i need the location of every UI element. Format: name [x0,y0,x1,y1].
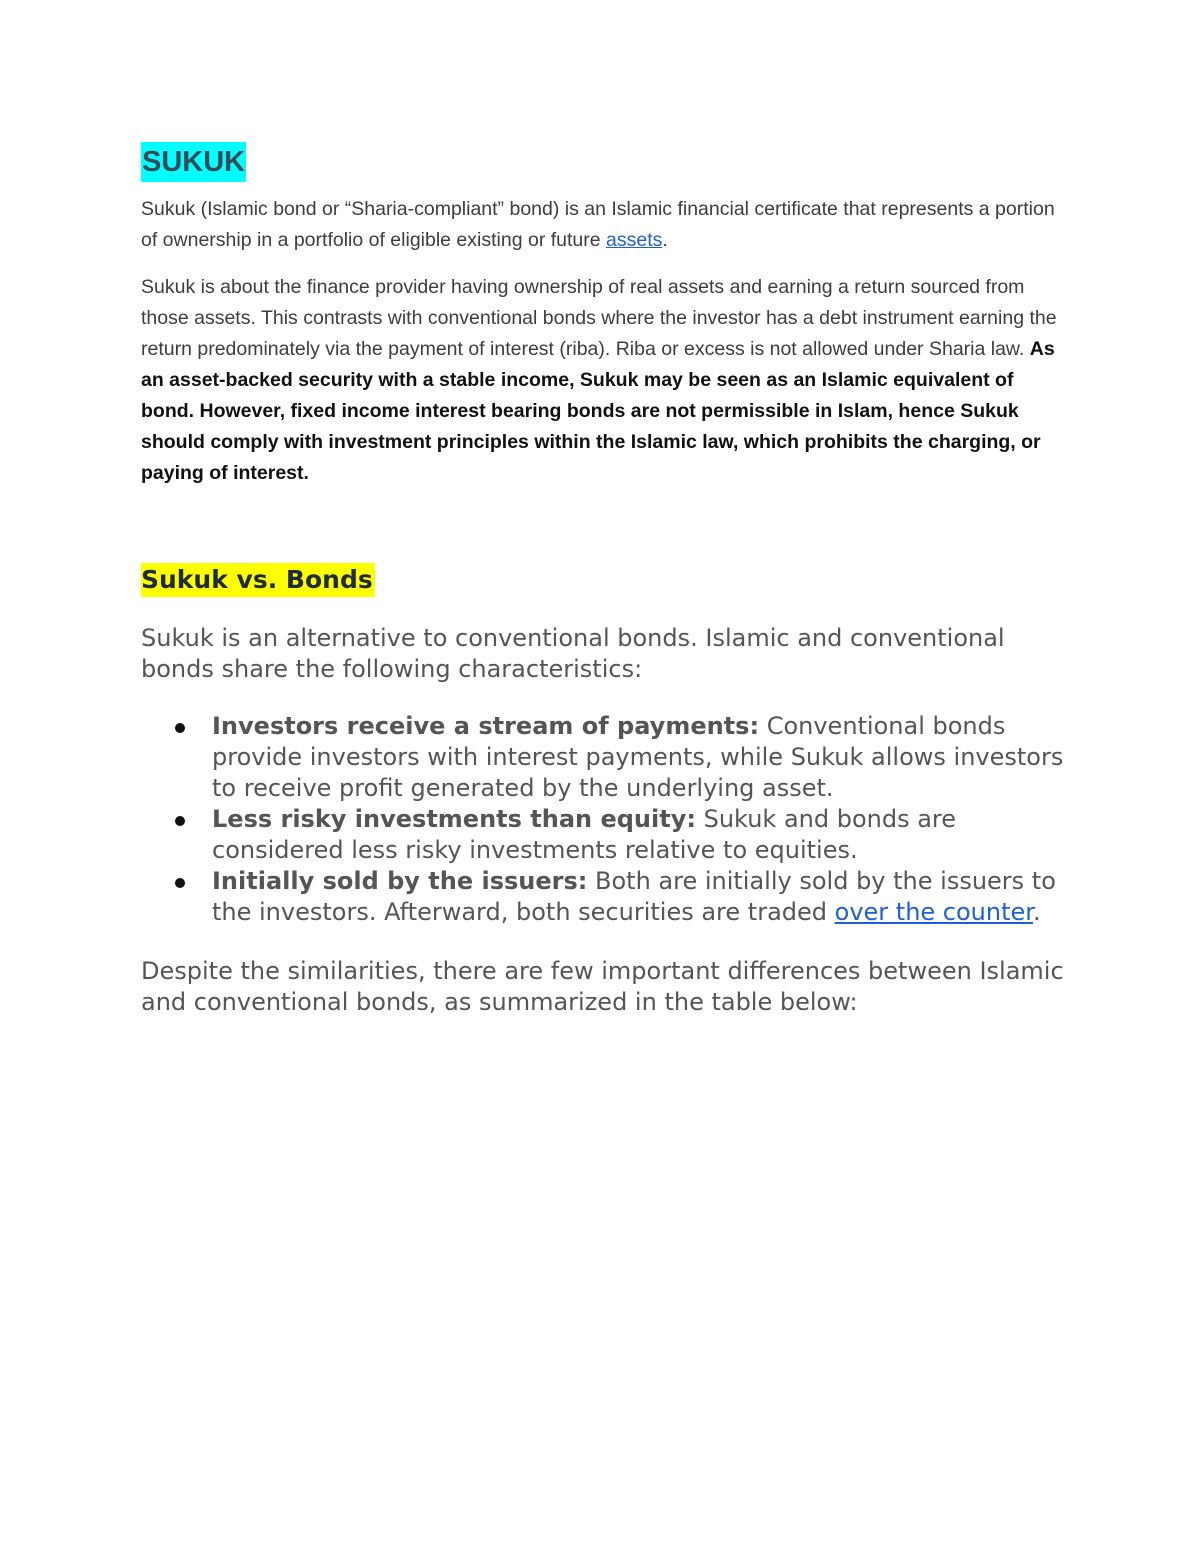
document-content [141,142,1071,1018]
closing-paragraph: Despite the similarities, there are few important differences between Islamic and conventional bonds, as summarized in the table below: [141,957,1064,1016]
ownership-text: Sukuk is about the finance provider having ownership of real assets and earning a return sourced from those assets. This contrasts with conventional bonds where the investor has a debt instrument earning the return predominately via the payment of interest (riba). Riba or excess is not allowed under Sharia law. [141,276,1057,360]
bullet-term: Initially sold by the issuers: [212,867,588,895]
list-item [141,711,1072,804]
bullet-icon [175,723,185,733]
bullet-text: Both are initially sold by the issuers to the investors. Afterward, both securities are traded [212,867,1056,926]
title-wrap [141,142,1071,182]
section-heading-wrap [141,563,1071,597]
ownership-bold-text: As an asset-backed security with a stable income, Sukuk may be seen as an Islamic equivalent of bond. However, fixed income interest bearing bonds are not permissible in Islam, hence Sukuk should comply with investment principles within the Islamic law, which prohibits the charging, or paying of interest. [141,338,1055,484]
bullet-icon [175,878,185,888]
characteristics-list [141,711,1071,928]
document-title: SUKUK [141,142,246,182]
bullet-term: Investors receive a stream of payments: [212,712,760,740]
list-item [141,866,1072,928]
section-intro: Sukuk is an alternative to conventional bonds. Islamic and conventional bonds share the following characteristics: [141,624,1005,683]
bullet-text: Sukuk and bonds are considered less risky investments relative to equities. [212,805,957,864]
ownership-paragraph [141,272,1071,489]
bullet-term: Less risky investments than equity: [212,805,696,833]
definition-period: . [662,229,668,251]
bullet-period: . [1032,898,1041,926]
section-heading: Sukuk vs. Bonds [141,563,375,597]
definition-paragraph [141,194,1071,256]
list-item [141,804,1072,866]
bullet-icon [175,816,185,826]
bullet-text: Conventional bonds provide investors with interest payments, while Sukuk allows investors to receive profit generated by the underlying asset. [212,712,1064,802]
assets-link[interactable]: assets [606,229,663,251]
definition-text: Sukuk (Islamic bond or “Sharia-compliant” bond) is an Islamic financial certificate that represents a portion of ownership in a portfolio of eligible existing or future [141,198,1055,251]
over-the-counter-link[interactable]: over the counter [834,898,1033,926]
